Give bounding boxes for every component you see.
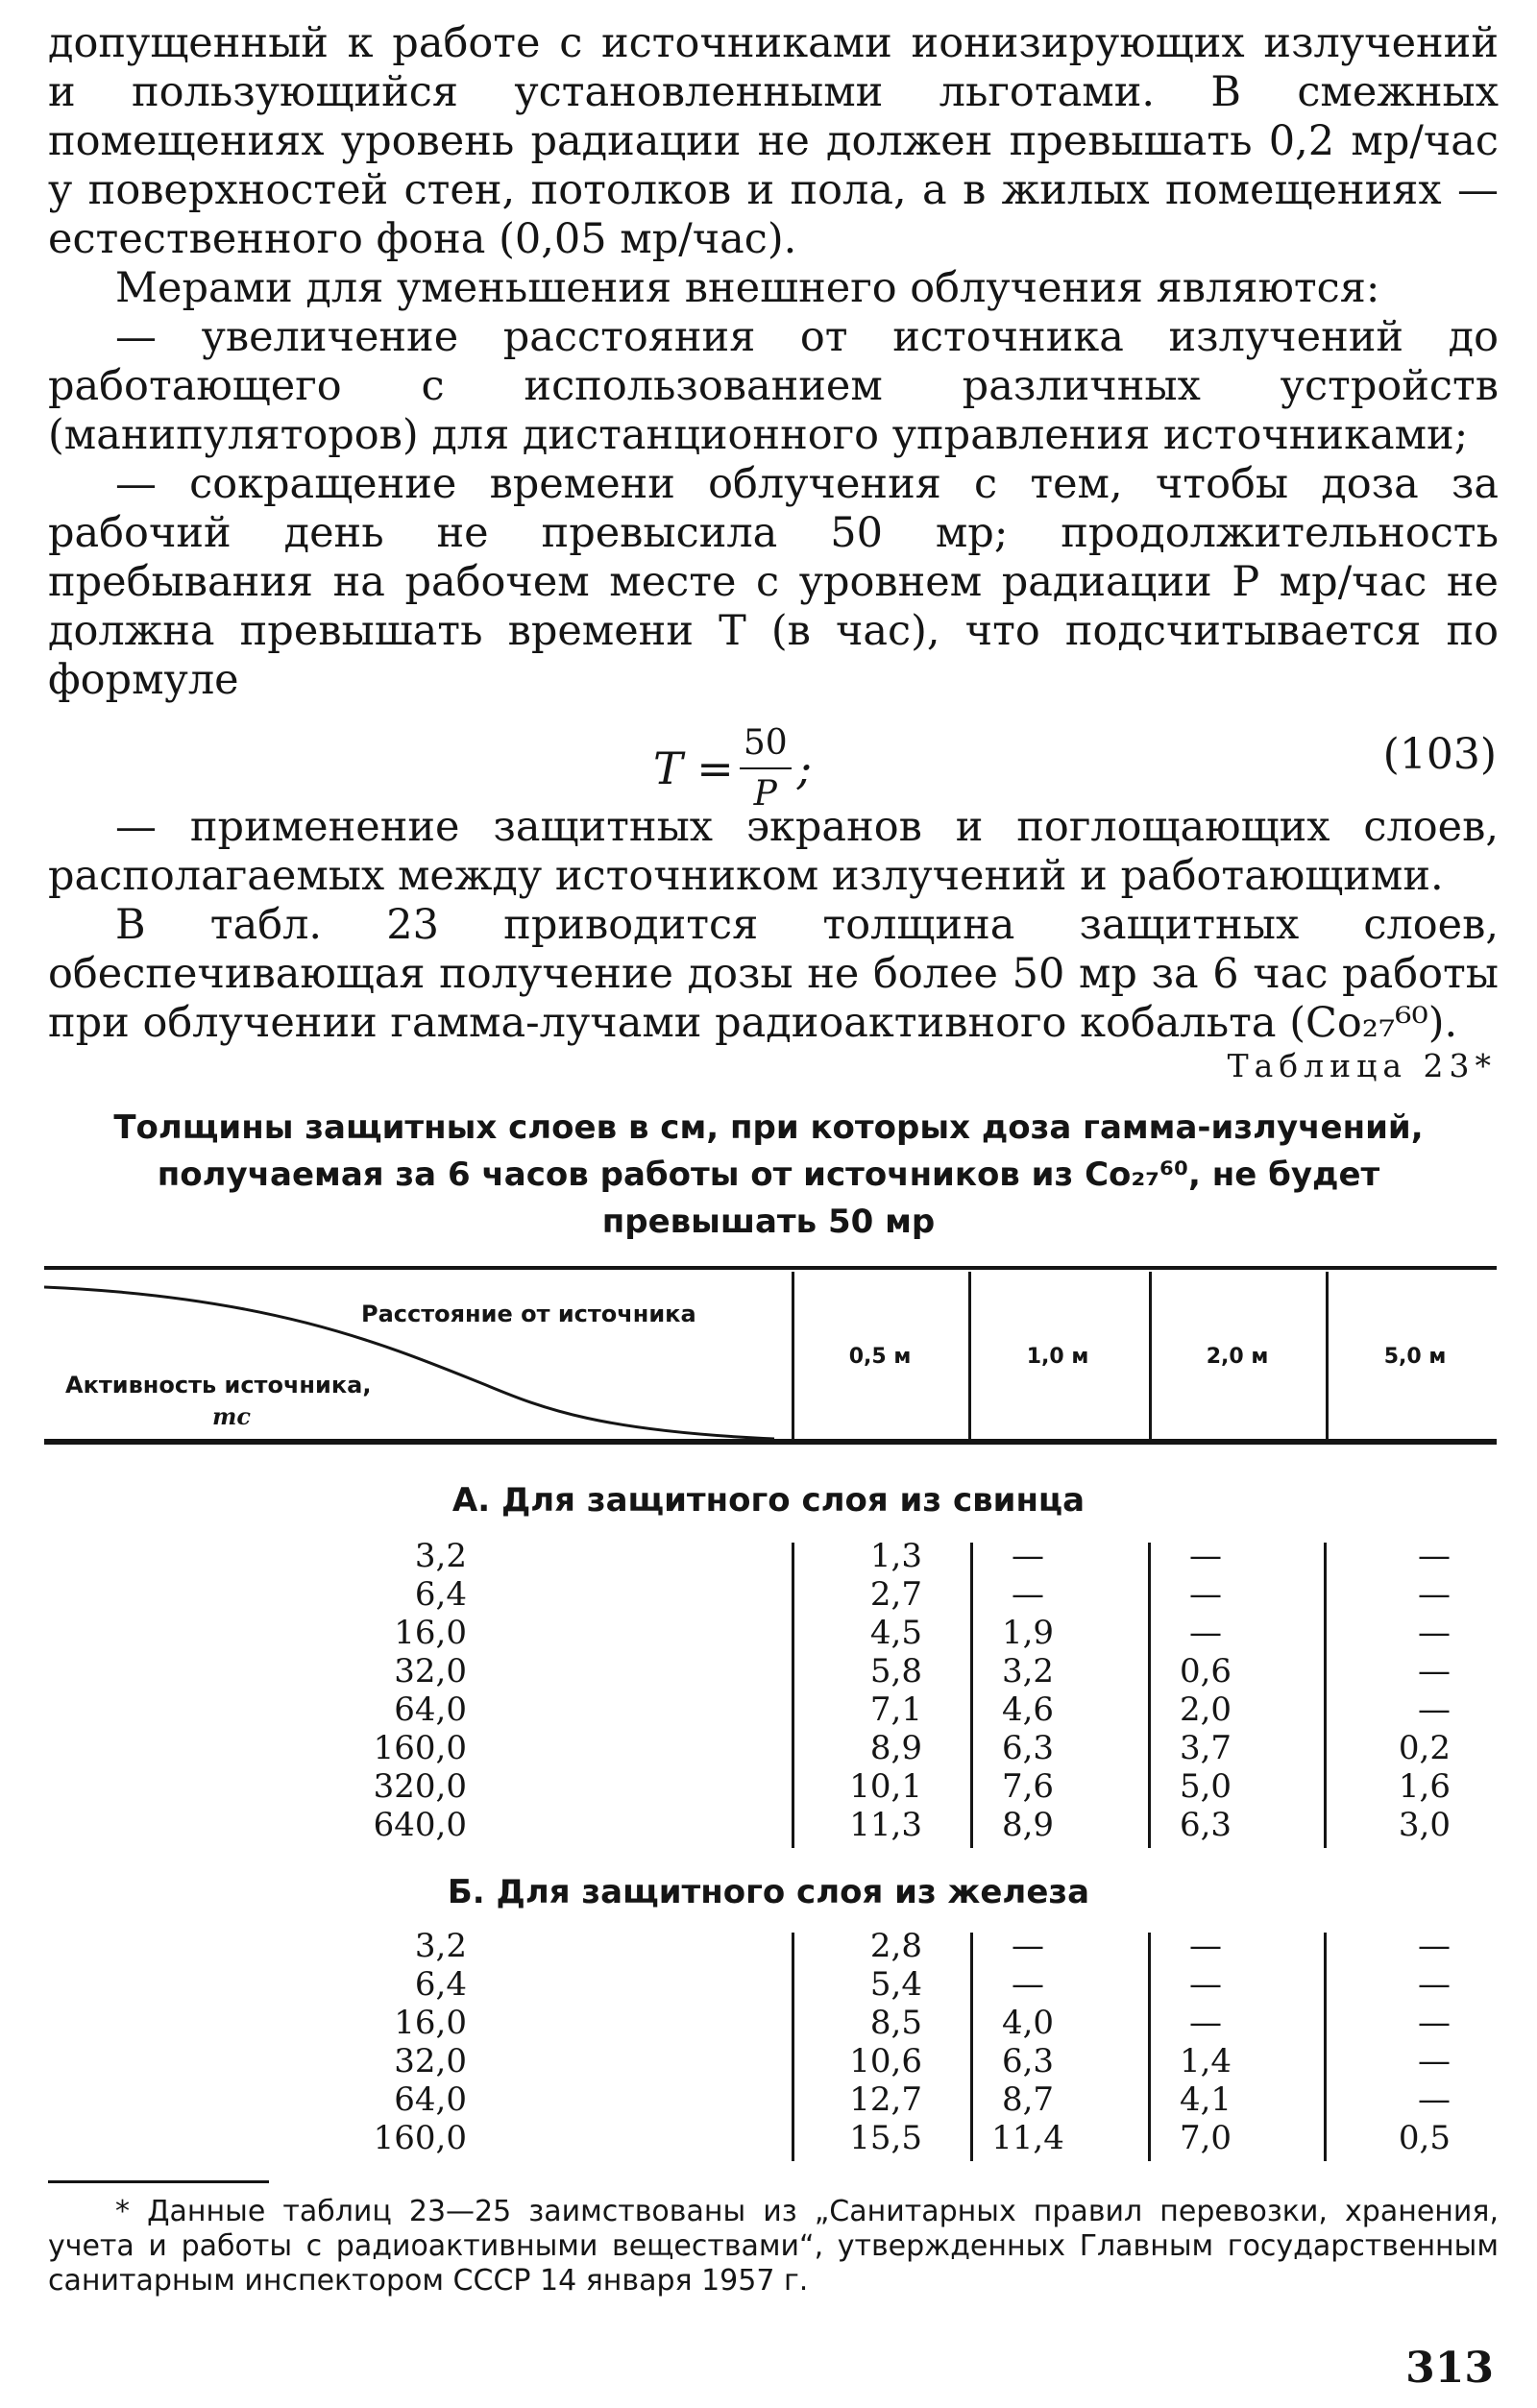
cell-value: 3,2 [1001,1652,1055,1690]
table-row [0,1690,1537,1729]
cell-value: 4,5 [869,1614,922,1652]
formula-lhs: T = [653,742,734,794]
table-row [0,2042,1537,2080]
table-row [0,1927,1537,1965]
cell-value: — [1189,1965,1222,2004]
footnote-rule [48,2180,269,2183]
cell-activity: 32,0 [394,1652,467,1690]
cell-value: 1,4 [1179,2042,1232,2080]
cell-value: 3,0 [1398,1806,1451,1844]
cell-value: — [1189,1537,1222,1575]
section-title-iron: Б. Для защитного слоя из железа [447,1873,1090,1911]
paragraph-1: допущенный к работе с источниками ионизирующих излучений и пользующийся установленными льготами. В смежных помещениях уровень радиации не должен превышать 0,2 мр/час у поверхностей стен, потолков и пола, а в жилых помещениях — естественного фона (0,05 мр/час). [48,19,1499,263]
cell-value: 8,9 [1001,1806,1055,1844]
table-row [0,1767,1537,1806]
body-text [48,19,1499,1048]
column-header-0-5m: 0,5 м [848,1345,912,1369]
cell-value: 7,0 [1179,2119,1232,2157]
paragraph-2: Мерами для уменьшения внешнего облучения являются: [115,264,1380,312]
table-body-iron [0,1927,1537,2157]
cell-value: — [1418,1965,1451,2004]
table-row [0,1614,1537,1652]
cell-value: — [1418,1927,1451,1965]
cell-value: 5,4 [869,1965,922,2004]
table-row [0,1806,1537,1844]
cell-value: 0,5 [1398,2119,1451,2157]
cell-value: 4,0 [1001,2004,1055,2042]
table-label: Таблица 23* [1227,1047,1497,1084]
cell-activity: 6,4 [414,1965,467,2004]
cell-activity: 3,2 [414,1927,467,1965]
cell-activity: 32,0 [394,2042,467,2080]
cell-value: 1,6 [1398,1767,1451,1806]
table-row [0,1537,1537,1575]
cell-value: — [1189,1575,1222,1614]
table-header-rule [44,1439,1497,1445]
cell-value: 6,3 [1001,1729,1055,1767]
header-diagonal-line [44,1270,793,1443]
table-body-lead [0,1537,1537,1844]
cell-value: — [1418,1537,1451,1575]
cell-value: 8,9 [869,1729,922,1767]
header-distance: Расстояние от источника [361,1301,696,1327]
paragraph-6: В табл. 23 приводится толщина защитных слоев, обеспечивающая получение дозы не более 50 мр за 6 час работы при облучении гамма-лучами радиоактивного кобальта (Co₂₇⁶⁰). [48,901,1499,1047]
cell-value: 7,6 [1001,1767,1055,1806]
header-activity-unit: mc [212,1402,252,1430]
cell-value: — [1012,1965,1044,2004]
table-row [0,2080,1537,2119]
cell-value: 3,7 [1179,1729,1232,1767]
formula [653,718,812,818]
formula-tail: ; [796,742,813,794]
cell-activity: 160,0 [373,1729,467,1767]
paragraph-3: — увеличение расстояния от источника излучений до работающего с использованием различных устройств (манипуляторов) для дистанционного управления источниками; [48,313,1499,459]
cell-value: — [1012,1575,1044,1614]
cell-value: 5,8 [869,1652,922,1690]
cell-value: 0,6 [1179,1652,1232,1690]
cell-value: — [1189,1614,1222,1652]
paragraph-5: — применение защитных экранов и поглощающих слоев, располагаемых между источником излучений и работающими. [48,803,1499,900]
formula-block [48,705,1499,814]
cell-value: 15,5 [849,2119,922,2157]
cell-value: — [1418,1652,1451,1690]
cell-activity: 320,0 [373,1767,467,1806]
formula-numerator: 50 [740,718,792,769]
section-title-lead: А. Для защитного слоя из свинца [451,1481,1086,1520]
cell-activity: 160,0 [373,2119,467,2157]
cell-value: 11,3 [849,1806,922,1844]
cell-value: — [1418,1690,1451,1729]
cell-value: 10,1 [849,1767,922,1806]
cell-activity: 16,0 [394,1614,467,1652]
cell-value: — [1418,2004,1451,2042]
table-row [0,1575,1537,1614]
cell-value: 1,3 [869,1537,922,1575]
cell-value: — [1418,1614,1451,1652]
cell-activity: 640,0 [373,1806,467,1844]
cell-value: — [1418,2080,1451,2119]
cell-value: 8,7 [1001,2080,1055,2119]
cell-value: — [1012,1927,1044,1965]
table-row [0,2004,1537,2042]
cell-value: 2,7 [869,1575,922,1614]
column-header-1-0m: 1,0 м [1026,1345,1089,1369]
cell-value: 0,2 [1398,1729,1451,1767]
cell-value: — [1189,1927,1222,1965]
cell-activity: 16,0 [394,2004,467,2042]
cell-value: 12,7 [849,2080,922,2119]
cell-activity: 64,0 [394,2080,467,2119]
cell-value: 8,5 [869,2004,922,2042]
page-number: 313 [1405,2344,1494,2393]
table-title: Толщины защитных слоев в см, при которых доза гамма-излучений, получаемая за 6 часов работы от источников из Co₂₇⁶⁰, не будет превышать 50 мр [113,1108,1424,1241]
cell-value: 2,8 [869,1927,922,1965]
formula-denominator: P [753,774,777,814]
formula-number: (103) [1382,730,1497,779]
cell-value: — [1012,1537,1044,1575]
cell-activity: 6,4 [414,1575,467,1614]
header-activity: Активность источника, [65,1372,372,1399]
cell-value: — [1189,2004,1222,2042]
cell-value: 4,1 [1179,2080,1232,2119]
table-row [0,1652,1537,1690]
cell-value: 4,6 [1001,1690,1055,1729]
table-row [0,1729,1537,1767]
table-header [44,1266,1497,1448]
cell-value: 7,1 [869,1690,922,1729]
cell-value: 2,0 [1179,1690,1232,1729]
footnote: * Данные таблиц 23—25 заимствованы из „Санитарных правил перевозки, хранения, учета и работы с радиоактивными веществами“, утвержденных Главным государственным санитарным инспектором СССР 14 января 1957 г. [48,2195,1499,2298]
cell-value: — [1418,1575,1451,1614]
cell-value: 10,6 [849,2042,922,2080]
formula-fraction [740,718,792,818]
table-row [0,1965,1537,2004]
cell-value: 11,4 [991,2119,1064,2157]
cell-value: 6,3 [1001,2042,1055,2080]
cell-value: — [1418,2042,1451,2080]
cell-value: 5,0 [1179,1767,1232,1806]
cell-value: 1,9 [1001,1614,1055,1652]
column-header-2-0m: 2,0 м [1206,1345,1269,1369]
cell-activity: 64,0 [394,1690,467,1729]
paragraph-4: — сокращение времени облучения с тем, чтобы доза за рабочий день не превысила 50 мр; продолжительность пребывания на рабочем месте с уровнем радиации P мр/час не должна превышать времени T (в час), что подсчитывается по формуле [48,460,1499,704]
column-header-5-0m: 5,0 м [1383,1345,1447,1369]
cell-value: 6,3 [1179,1806,1232,1844]
cell-activity: 3,2 [414,1537,467,1575]
table-row [0,2119,1537,2157]
